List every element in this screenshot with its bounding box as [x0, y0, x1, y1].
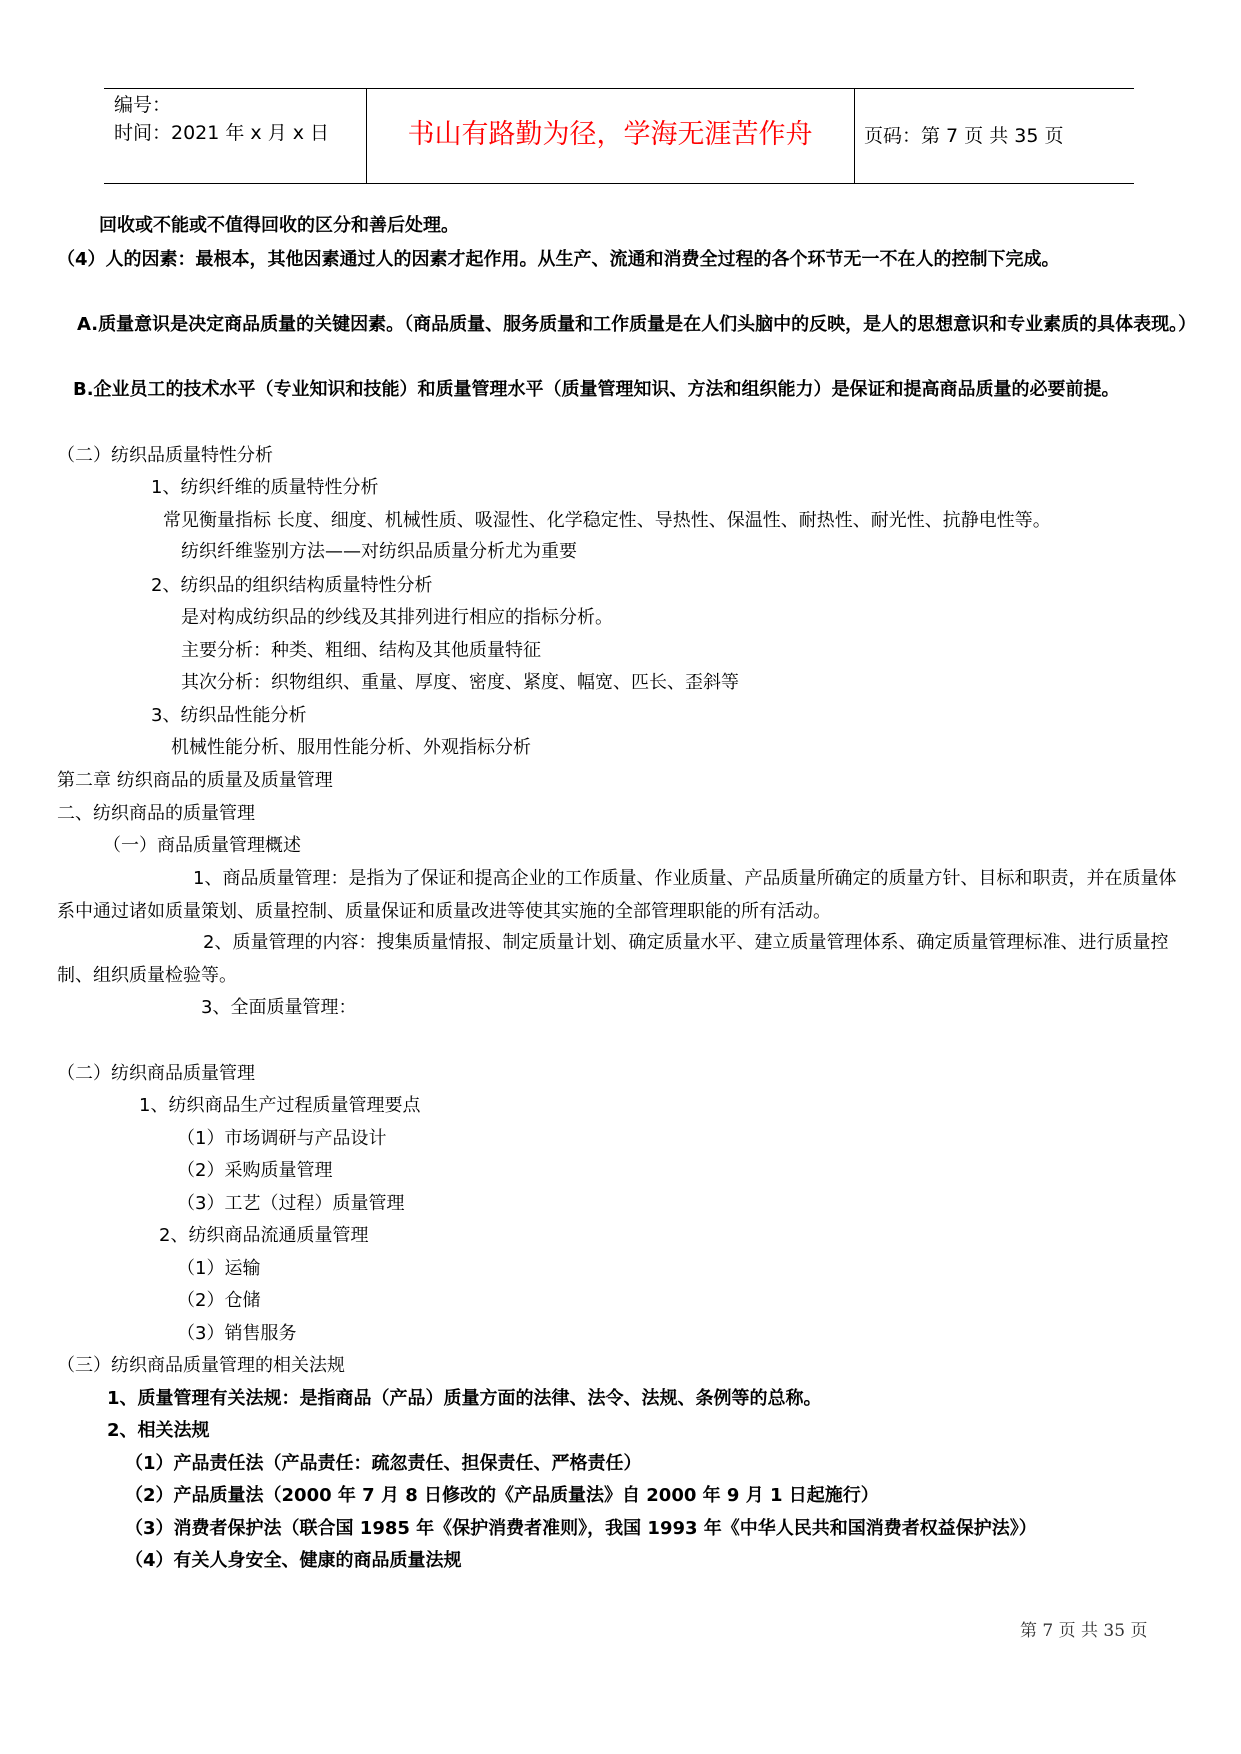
section-heading: （三）纺织商品质量管理的相关法规 — [57, 1355, 345, 1376]
header-page-info: 页码：第 7 页 共 35 页 — [864, 125, 1064, 147]
body-line: 是对构成纺织品的纱线及其排列进行相应的指标分析。 — [181, 607, 613, 628]
body-line: 1、质量管理有关法规：是指商品（产品）质量方面的法律、法令、法规、条例等的总称。 — [107, 1388, 822, 1409]
list-item: （3）消费者保护法（联合国 1985 年《保护消费者准则》，我国 1993 年《中华人民共和国消费者权益保护法》） — [125, 1518, 1037, 1539]
list-item: （2）仓储 — [177, 1290, 261, 1311]
header-page-cell — [854, 89, 1134, 183]
subsection-heading: 3、纺织品性能分析 — [151, 705, 307, 726]
page-footer-number: 第 7 页 共 35 页 — [1020, 1621, 1148, 1641]
body-paragraph: 1、商品质量管理：是指为了保证和提高企业的工作质量、作业质量、产品质量所确定的质量方针、目标和职责，并在质量体系中通过诸如质量策划、质量控制、质量保证和质量改进等使其实施的全部管理职能的所有活动。 — [57, 868, 1177, 922]
list-item: （2）采购质量管理 — [177, 1160, 333, 1181]
body-line: 3、全面质量管理： — [201, 997, 357, 1018]
body-line: 常见衡量指标 长度、细度、机械性质、吸湿性、化学稳定性、导热性、保温性、耐热性、耐光性、抗静电性等。 — [163, 510, 1051, 531]
list-item: （1）产品责任法（产品责任：疏忽责任、担保责任、严格责任） — [125, 1453, 642, 1474]
body-paragraph: B.企业员工的技术水平（专业知识和技能）和质量管理水平（质量管理知识、方法和组织能力）是保证和提高商品质量的必要前提。 — [73, 379, 1120, 400]
header-motto: 书山有路勤为径，学海无涯苦作舟 — [407, 119, 813, 150]
section-heading: 二、纺织商品的质量管理 — [57, 803, 255, 824]
section-heading: （二）纺织品质量特性分析 — [57, 445, 273, 466]
header-meta-cell — [104, 89, 367, 183]
list-item: （4）有关人身安全、健康的商品质量法规 — [125, 1550, 462, 1571]
document-time-label: 时间：2021 年 x 月 x 日 — [114, 122, 330, 144]
list-item: （3）工艺（过程）质量管理 — [177, 1193, 405, 1214]
section-heading: （二）纺织商品质量管理 — [57, 1063, 255, 1084]
chapter-heading: 第二章 纺织商品的质量及质量管理 — [57, 770, 333, 791]
list-item: （1）市场调研与产品设计 — [177, 1128, 387, 1149]
body-paragraph: （4）人的因素：最根本，其他因素通过人的因素才起作用。从生产、流通和消费全过程的各个环节无一不在人的控制下完成。 — [57, 249, 1060, 270]
header-motto-cell — [366, 89, 855, 183]
body-paragraph: A.质量意识是决定商品质量的关键因素。（商品质量、服务质量和工作质量是在人们头脑中的反映，是人的思想意识和专业素质的具体表现。） — [77, 314, 1197, 335]
section-heading: （一）商品质量管理概述 — [103, 835, 301, 856]
list-item: （3）销售服务 — [177, 1323, 297, 1344]
list-item: （2）产品质量法（2000 年 7 月 8 日修改的《产品质量法》自 2000 年 9 月 1 日起施行） — [125, 1485, 879, 1506]
subsection-heading: 2、纺织商品流通质量管理 — [159, 1225, 369, 1246]
subsection-heading: 1、纺织纤维的质量特性分析 — [151, 477, 379, 498]
body-line: 主要分析：种类、粗细、结构及其他质量特征 — [181, 640, 541, 661]
body-line: 纺织纤维鉴别方法——对纺织品质量分析尤为重要 — [181, 541, 577, 562]
subsection-heading: 1、纺织商品生产过程质量管理要点 — [139, 1095, 421, 1116]
body-line: 回收或不能或不值得回收的区分和善后处理。 — [99, 215, 459, 236]
list-item: （1）运输 — [177, 1258, 261, 1279]
body-paragraph: 2、质量管理的内容：搜集质量情报、制定质量计划、确定质量水平、建立质量管理体系、确定质量管理标准、进行质量控制、组织质量检验等。 — [57, 932, 1169, 986]
page-header — [104, 88, 1134, 184]
subsection-heading: 2、纺织品的组织结构质量特性分析 — [151, 575, 433, 596]
document-number-label: 编号： — [114, 94, 172, 116]
body-line: 其次分析：织物组织、重量、厚度、密度、紧度、幅宽、匹长、歪斜等 — [181, 672, 739, 693]
subsection-heading: 2、相关法规 — [107, 1420, 210, 1441]
body-line: 机械性能分析、服用性能分析、外观指标分析 — [171, 737, 531, 758]
